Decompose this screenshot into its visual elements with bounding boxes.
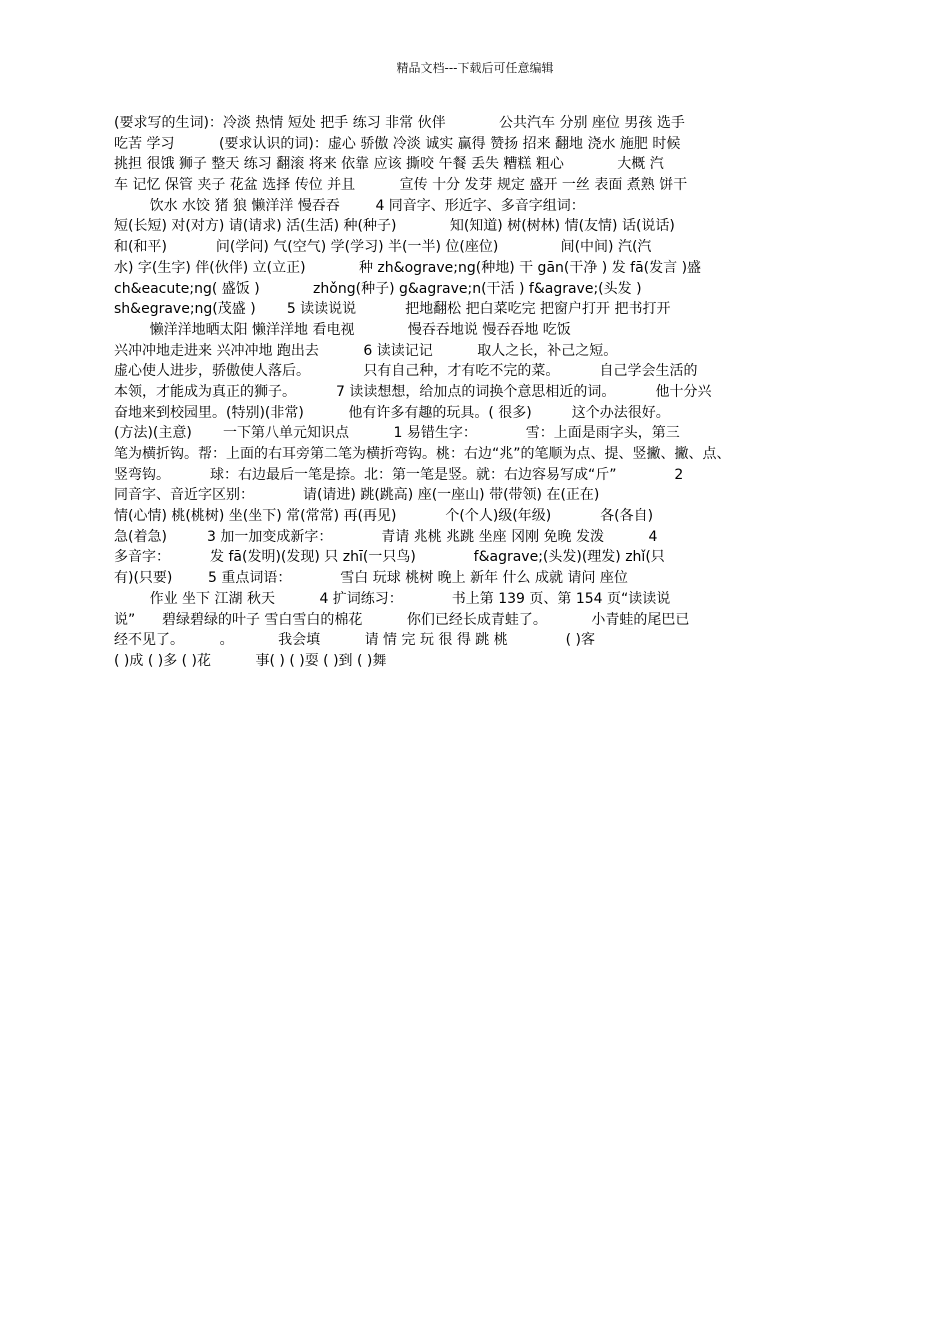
text-line: 懒洋洋地晒太阳 懒洋洋地 看电视 慢吞吞地说 慢吞吞地 吃饭 (114, 321, 571, 338)
document-body (114, 113, 731, 672)
text-line: 本领，才能成为真正的狮子。 7 读读想想，给加点的词换个意思相近的词。 他十分兴 (114, 383, 712, 400)
text-line: 经不见了。 。 我会填 请 情 完 玩 很 得 跳 桃 ( )客 (114, 632, 595, 649)
text-line: 短(长短) 对(对方) 请(请求) 活(生活) 种(种子) 知(知道) 树(树林) 情(友情) 话(说话) (114, 218, 675, 235)
text-line: 多音字： 发 fā(发明)(发现) 只 zhī(一只鸟) f&agrave;(头发)(理发) zhǐ(只 (114, 549, 665, 566)
text-line: 同音字、音近字区别： 请(请进) 跳(跳高) 座(一座山) 带(带领) 在(正在) (114, 487, 600, 504)
text-line: 说” 碧绿碧绿的叶子 雪白雪白的棉花 你们已经长成青蛙了。 小青蛙的尾巴已 (114, 611, 690, 628)
text-line: 作业 坐下 江湖 秋天 4 扩词练习： 书上第 139 页、第 154 页“读读说 (114, 590, 671, 607)
text-line: 急(着急) 3 加一加变成新字： 青请 兆桃 兆跳 坐座 冈刚 免晚 发泼 4 (114, 528, 658, 545)
text-line: ch&eacute;ng( 盛饭 ) zhǒng(种子) g&agrave;n(干活 ) f&agrave;(头发 ) (114, 280, 642, 297)
text-line: 水) 字(生字) 伴(伙伴) 立(立正) 种 zh&ograve;ng(种地) 干 gān(干净 ) 发 fā(发言 )盛 (114, 259, 702, 276)
text-line: 吃苦 学习 (要求认识的词)：虚心 骄傲 冷淡 诚实 赢得 赞扬 招来 翻地 浇水 施肥 时候 (114, 135, 681, 152)
text-line: (方法)(主意) 一下第八单元知识点 1 易错生字： 雪：上面是雨字头，第三 (114, 425, 680, 442)
text-line: 兴冲冲地走进来 兴冲冲地 跑出去 6 读读记记 取人之长，补己之短。 (114, 342, 618, 359)
text-line: 笔为横折钩。帮：上面的右耳旁第二笔为横折弯钩。桃：右边“兆”的笔顺为点、提、竖撇、撇、点、 (114, 446, 731, 462)
text-line: 饮水 水饺 猪 狼 懒洋洋 慢吞吞 4 同音字、形近字、多音字组词： (114, 197, 585, 214)
text-line: 有)(只要) 5 重点词语： 雪白 玩球 桃树 晚上 新年 什么 成就 请问 座位 (114, 570, 628, 587)
text-line: 情(心情) 桃(桃树) 坐(坐下) 常(常常) 再(再见) 个(个人)级(年级) 各(各自) (114, 508, 654, 525)
text-line: 奋地来到校园里。(特别)(非常) 他有许多有趣的玩具。( 很多) 这个办法很好。 (114, 404, 670, 421)
page-header: 精品文档---下载后可任意编辑 (396, 61, 554, 75)
text-line: sh&egrave;ng(茂盛 ) 5 读读说说 把地翻松 把白菜吃完 把窗户打开 把书打开 (114, 301, 671, 318)
text-line: 车 记忆 保管 夹子 花盆 选择 传位 并且 宣传 十分 发芽 规定 盛开 一丝 表面 煮熟 饼干 (114, 177, 688, 194)
text-line: ( )成 ( )多 ( )花 事( ) ( )耍 ( )到 ( )舞 (114, 652, 387, 669)
text-line: 竖弯钩。 球：右边最后一笔是捺。北：第一笔是竖。就：右边容易写成“斤” 2 (114, 466, 684, 483)
text-line: (要求写的生词)：冷淡 热情 短处 把手 练习 非常 伙伴 公共汽车 分别 座位 男孩 选手 (114, 115, 685, 131)
text-line: 挑担 很饿 狮子 整天 练习 翻滚 将来 依靠 应该 撕咬 午餐 丢失 糟糕 粗心 大概 汽 (114, 156, 664, 173)
text-line: 和(和平) 问(学问) 气(空气) 学(学习) 半(一半) 位(座位) 间(中间) 汽(汽 (114, 239, 652, 256)
text-line: 虚心使人进步，骄傲使人落后。 只有自己种，才有吃不完的菜。 自己学会生活的 (114, 363, 698, 380)
